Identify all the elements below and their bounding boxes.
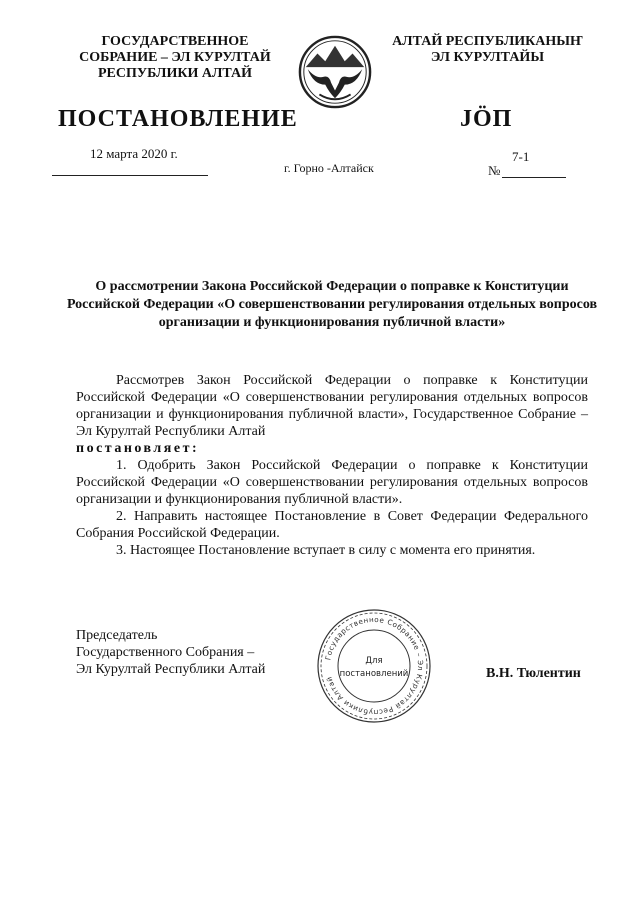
decree-word: постановляет: <box>76 441 200 456</box>
seal-center-line: постановлений <box>339 669 409 679</box>
decree-item: 2. Направить настоящее Постановление в Совет Федерации Федерального Собрания Российской Федерации. <box>76 509 588 541</box>
header-right-block <box>385 34 590 66</box>
document-city: г. Горно -Алтайск <box>284 161 374 175</box>
header-left-line: РЕСПУБЛИКИ АЛТАЙ <box>97 66 253 81</box>
document-number: 7-1 <box>512 149 530 164</box>
header-left-block <box>60 34 290 82</box>
decree-item: 3. Настоящее Постановление вступает в силу с момента его принятия. <box>116 543 536 558</box>
official-seal-icon <box>314 606 434 726</box>
number-label: № <box>488 163 501 178</box>
signatory-line: Государственного Собрания – <box>76 645 255 660</box>
seal-center-line: Для <box>365 656 383 666</box>
document-date: 12 марта 2020 г. <box>90 146 178 161</box>
doc-type-altai: JÖП <box>460 106 513 132</box>
document-title: О рассмотрении Закона Российской Федерации о поправке к Конституции Российской Федерации «О совершенствовании регулирования отдельных вопросов организации и функционирования публичной власти» <box>66 279 598 330</box>
coat-of-arms-icon <box>296 34 374 110</box>
body-intro: Рассмотрев Закон Российской Федерации о поправке к Конституции Российской Федерации «О совершенствовании регулирования отдельных вопросов организации и функционирования публичной власти», Государственное Собрание – Эл Курултай Республики Алтай <box>76 373 588 439</box>
signatory-title <box>76 627 265 678</box>
seal-ring-text: Государственное Собрание – Эл Курултай Республики Алтай <box>323 614 426 718</box>
header-left-line: ГОСУДАРСТВЕННОЕ <box>101 34 249 49</box>
signatory-line: Председатель <box>76 628 158 643</box>
signatory-line: Эл Курултай Республики Алтай <box>76 662 266 677</box>
signatory-name: В.Н. Тюлентин <box>486 666 581 681</box>
number-underline <box>502 177 566 178</box>
decree-item: 1. Одобрить Закон Российской Федерации о поправке к Конституции Российской Федерации «О совершенствовании регулирования отдельных вопросов организации и функционирования публичной власти». <box>76 458 588 507</box>
doc-type-russian: ПОСТАНОВЛЕНИЕ <box>58 106 298 132</box>
header-left-line: СОБРАНИЕ – ЭЛ КУРУЛТАЙ <box>79 50 271 65</box>
document-body <box>76 372 588 559</box>
date-underline <box>52 175 208 176</box>
header-right-line: ЭЛ КУРУЛТАЙЫ <box>430 50 545 65</box>
header-right-line: АЛТАЙ РЕСПУБЛИКАНЫҤ <box>392 34 583 49</box>
